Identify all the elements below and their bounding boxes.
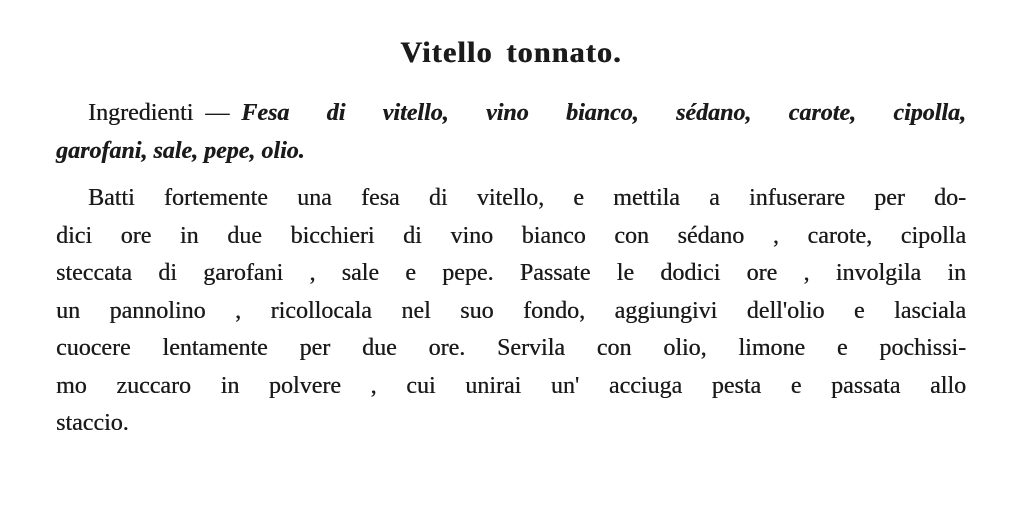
recipe-title: Vitello tonnato.	[400, 36, 622, 69]
ingredients-line-1	[56, 94, 966, 132]
em-dash: —	[205, 100, 230, 126]
recipe-body-paragraph	[56, 180, 966, 443]
body-line-2: dici ore in due bicchieri di vino bianco con sédano , carote, cipolla	[56, 222, 966, 249]
body-line-4: un pannolino , ricollocala nel suo fondo, aggiungivi dell'olio e lasciala	[56, 297, 966, 324]
ingredients-list-part-2: garofani, sale, pepe, olio.	[56, 138, 305, 164]
body-line-6: mo zuccaro in polvere , cui unirai un' acciuga pesta e passata allo	[56, 372, 966, 399]
body-line-5: cuocere lentamente per due ore. Servila con olio, limone e pochissi-	[56, 335, 966, 361]
body-line-3: steccata di garofani , sale e pepe. Passate le dodici ore , involgila in	[56, 260, 966, 286]
ingredients-label: Ingredienti	[88, 100, 194, 126]
ingredients-paragraph	[56, 94, 966, 170]
body-line-7: staccio.	[56, 410, 129, 436]
ingredients-list-part-1: Fesa di vitello, vino bianco, sédano, carote, cipolla,	[241, 100, 966, 126]
body-line-1: Batti fortemente una fesa di vitello, e mettila a infuserare per do-	[88, 185, 966, 211]
